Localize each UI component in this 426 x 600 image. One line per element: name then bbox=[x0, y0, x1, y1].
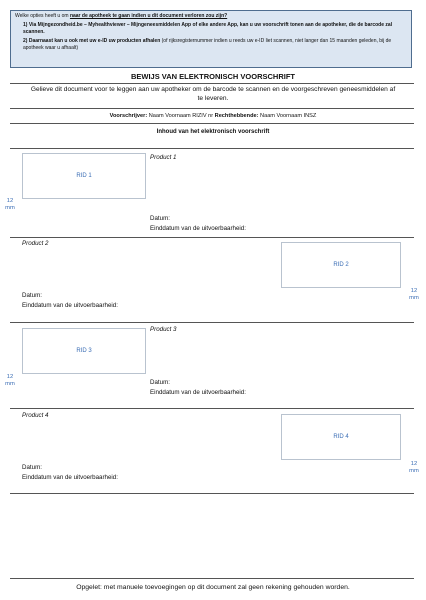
divider bbox=[10, 123, 414, 124]
margin-unit: mm bbox=[409, 295, 419, 301]
product-label: Product 3 bbox=[150, 326, 177, 333]
product-label: Product 1 bbox=[150, 154, 177, 161]
margin-unit: mm bbox=[409, 468, 419, 474]
rid-label: RID 2 bbox=[333, 262, 349, 268]
margin-mark bbox=[404, 461, 424, 475]
divider bbox=[10, 322, 414, 323]
margin-unit: mm bbox=[5, 205, 15, 211]
prescription-parties bbox=[0, 113, 426, 119]
instruction-text: Gelieve dit document voor te leggen aan uw apotheker om de barcode te scannen en de voorgeschreven geneesmiddelen af te leveren. bbox=[30, 86, 396, 102]
rid-label: RID 1 bbox=[76, 173, 92, 179]
product-label: Product 4 bbox=[22, 412, 49, 419]
divider bbox=[10, 108, 414, 109]
product-label: Product 2 bbox=[22, 240, 49, 247]
margin-mark bbox=[404, 288, 424, 302]
info-option-1: 1) Via Mijngezondheid.be – Myhealthviewer – Mijngeneesmiddelen App of elke andere App, kan u uw voorschrift tonen aan de apotheker, die de barcode zal scannen. bbox=[23, 22, 393, 35]
margin-value: 12 bbox=[410, 288, 418, 294]
divider bbox=[10, 493, 414, 494]
date-label: Datum: bbox=[150, 379, 170, 386]
rid-label: RID 4 bbox=[333, 434, 349, 440]
info-box bbox=[10, 10, 412, 68]
beneficiary-label: Rechthebbende: bbox=[214, 113, 259, 119]
expiry-label: Einddatum van de uitvoerbaarheid: bbox=[22, 302, 118, 309]
divider bbox=[10, 83, 414, 84]
margin-mark bbox=[0, 374, 20, 388]
divider bbox=[10, 578, 414, 579]
rid-barcode-box bbox=[281, 414, 401, 460]
divider bbox=[10, 408, 414, 409]
document-title: BEWIJS VAN ELEKTRONISCH VOORSCHRIFT bbox=[130, 72, 296, 81]
prescriber-value: Naam Voornaam RIZIV nr bbox=[147, 113, 215, 119]
contents-title: Inhoud van het elektronisch voorschrift bbox=[156, 129, 270, 135]
rid-barcode-box bbox=[22, 328, 146, 374]
date-label: Datum: bbox=[22, 292, 42, 299]
divider bbox=[10, 237, 414, 238]
info-option-2: 2) Daarnaast kan u ook met uw e-ID uw producten afhalen (of rijksregisternummer indien u reeds uw e-ID liet scannen, niet langer dan 15 maanden geleden, bij de apotheek waar u afhaalt) bbox=[23, 38, 392, 51]
beneficiary-value: Naam Voornaam INSZ bbox=[258, 113, 317, 119]
margin-value: 12 bbox=[6, 198, 14, 204]
expiry-label: Einddatum van de uitvoerbaarheid: bbox=[150, 225, 246, 232]
date-label: Datum: bbox=[150, 215, 170, 222]
margin-value: 12 bbox=[410, 461, 418, 467]
footer-warning: Opgelet: met manuele toevoegingen op dit document zal geen rekening gehouden worden. bbox=[76, 584, 350, 591]
info-question: Welke opties heeft u om naar de apotheek te gaan indien u dit document verloren zou zijn? bbox=[15, 13, 228, 19]
expiry-label: Einddatum van de uitvoerbaarheid: bbox=[22, 474, 118, 481]
rid-barcode-box bbox=[22, 153, 146, 199]
expiry-label: Einddatum van de uitvoerbaarheid: bbox=[150, 389, 246, 396]
divider bbox=[10, 148, 414, 149]
date-label: Datum: bbox=[22, 464, 42, 471]
prescriber-label: Voorschrijver: bbox=[109, 113, 148, 119]
rid-label: RID 3 bbox=[76, 348, 92, 354]
info-question-link: naar de apotheek te gaan indien u dit document verloren zou zijn? bbox=[69, 13, 228, 19]
margin-value: 12 bbox=[6, 374, 14, 380]
margin-mark bbox=[0, 198, 20, 212]
rid-barcode-box bbox=[281, 242, 401, 288]
margin-unit: mm bbox=[5, 381, 15, 387]
